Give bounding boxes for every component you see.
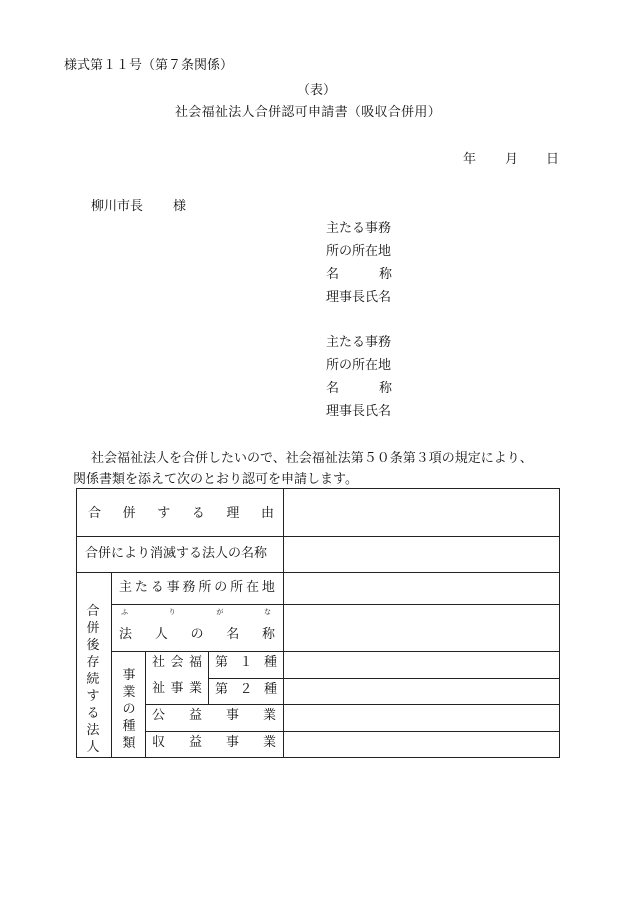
addressee-honorific: 様 [173,199,187,214]
corporation-name-label: 法 人 の 名 称 [119,627,275,642]
social-welfare-label-b: 祉 事 業 [152,681,202,696]
reason-label: 合 併 す る 理 由 [88,506,274,521]
applicant-office-label-2: 所の所在地 [326,358,392,373]
applicant-office-label-2: 所の所在地 [326,244,392,259]
addressee-name: 柳川市長 [91,199,144,214]
date-month-label: 月 [505,152,519,167]
body-text-line-1: 社会福祉法人を合併したいので、社会福祉法第５０条第３項の規定により、 [91,451,533,466]
table-divider [111,572,112,758]
profit-business-value-cell[interactable] [284,732,559,757]
table-divider [208,651,209,705]
body-text-line-2: 関係書類を添えて次のとおり認可を申請します。 [73,472,358,487]
corporation-name-value-cell[interactable] [284,605,559,651]
applicant-name-label: 名 称 [326,267,392,282]
social-welfare-label-a: 社 会 福 [152,655,202,670]
applicant-representative-label: 理事長氏名 [326,290,392,305]
reason-value-cell[interactable] [284,489,559,536]
type-1-value-cell[interactable] [284,652,559,678]
applicant-office-label-1: 主たる事務 [326,335,392,350]
side-label: （表） [297,83,337,98]
type-1-label: 第 １ 種 [215,655,277,670]
applicant-representative-label: 理事長氏名 [326,404,392,419]
applicant-name-label: 名 称 [326,381,392,396]
profit-business-label: 収 益 事 業 [152,735,276,750]
document-title: 社会福祉法人合併認可申請書（吸収合併用） [175,105,442,120]
table-border-right [559,488,560,758]
date-year-label: 年 [463,152,477,167]
business-type-group-label: 事業の種類 [122,668,136,751]
public-interest-business-label: 公 益 事 業 [152,708,276,723]
office-location-label: 主 た る 事 務 所 の 所 在 地 [119,580,275,595]
surviving-corporation-group-label: 合併後存続する法人 [86,604,100,755]
applicant-office-label-1: 主たる事務 [326,221,392,236]
dissolved-corporation-value-cell[interactable] [284,537,559,572]
date-day-label: 日 [546,152,560,167]
type-2-label: 第 ２ 種 [215,682,277,697]
public-interest-value-cell[interactable] [284,705,559,731]
dissolved-corporation-label: 合併により消滅する法人の名称 [85,546,268,561]
office-location-value-cell[interactable] [284,573,559,604]
table-border-left [76,488,77,758]
furigana-label: ふ り が な [121,608,271,616]
form-number: 様式第１１号（第７条関係） [64,58,234,73]
table-border-bottom [76,757,560,758]
type-2-value-cell[interactable] [284,679,559,704]
